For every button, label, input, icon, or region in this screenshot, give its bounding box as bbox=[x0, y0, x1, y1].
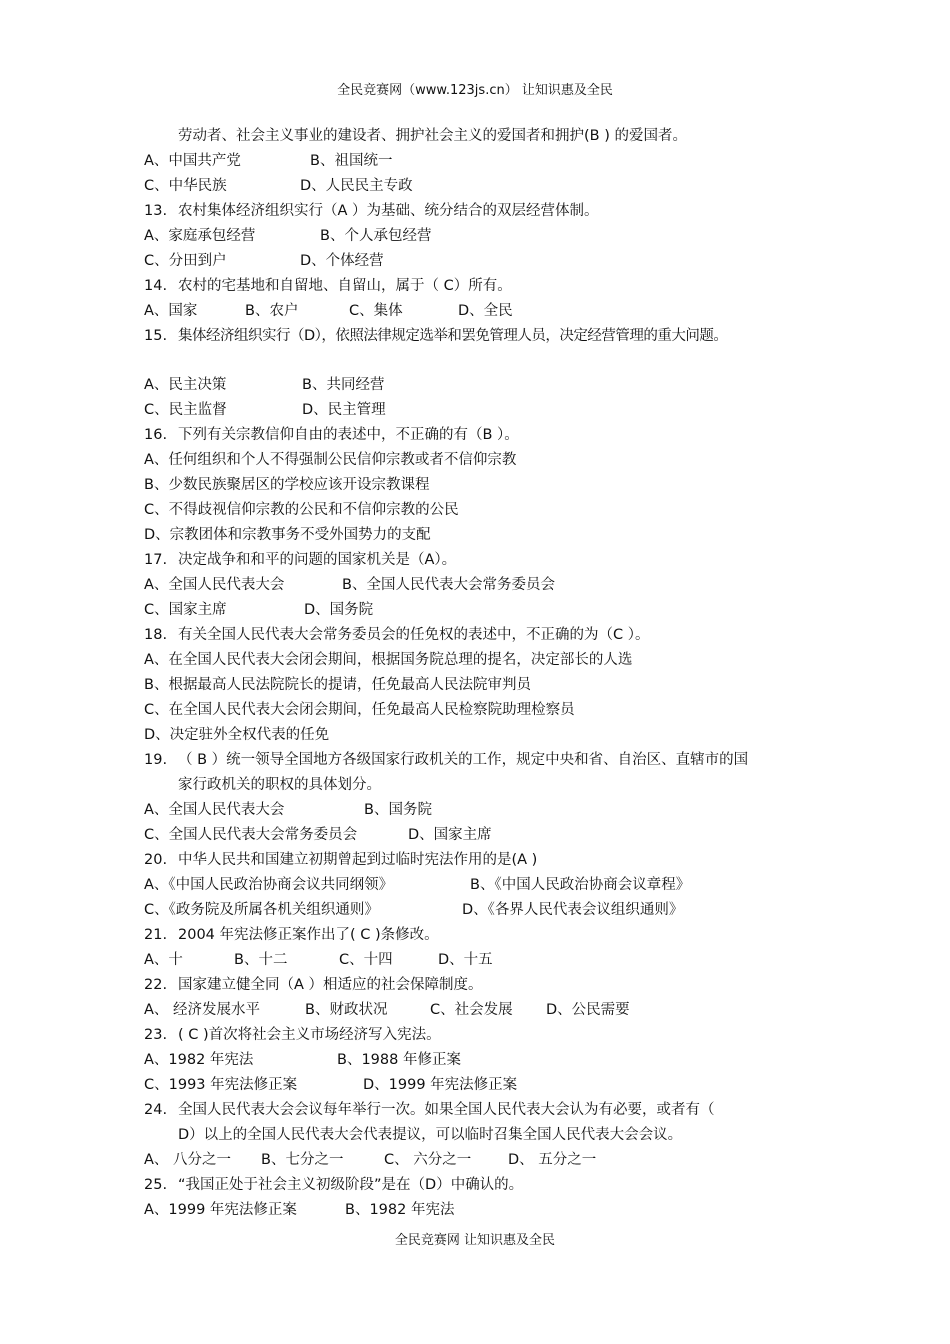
option-c: C、不得歧视信仰宗教的公民和不信仰宗教的公民 bbox=[144, 502, 459, 518]
question-text: 决定战争和和平的问题的国家机关是（A）。 bbox=[178, 552, 457, 568]
question-number: 22. bbox=[144, 977, 168, 993]
option-b: B、祖国统一 bbox=[310, 153, 393, 169]
option-a: A、民主决策 bbox=[144, 377, 227, 393]
option-c: C、《政务院及所属各机关组织通则》 bbox=[144, 902, 379, 918]
option-d: D、民主管理 bbox=[302, 402, 386, 418]
option-d: D、《各界人民代表会议组织通则》 bbox=[462, 902, 684, 918]
question-number: 19. bbox=[144, 752, 168, 768]
option-a: A、国家 bbox=[144, 303, 198, 319]
document-body bbox=[144, 124, 834, 1223]
question-text: 劳动者、社会主义事业的建设者、拥护社会主义的爱国者和拥护(B ) 的爱国者。 bbox=[178, 128, 687, 144]
option-b: B、十二 bbox=[234, 952, 288, 968]
option-c: C、在全国人民代表大会闭会期间，任免最高人民检察院助理检察员 bbox=[144, 702, 575, 718]
question-text: 农村的宅基地和自留地、自留山，属于（ C）所有。 bbox=[178, 278, 512, 294]
option-d: D、宗教团体和宗教事务不受外国势力的支配 bbox=[144, 527, 431, 543]
option-c: C、十四 bbox=[339, 952, 393, 968]
option-d: D、1999 年宪法修正案 bbox=[363, 1077, 518, 1093]
option-d: D、十五 bbox=[438, 952, 493, 968]
option-b: B、农户 bbox=[245, 303, 299, 319]
option-a: A、1982 年宪法 bbox=[144, 1052, 254, 1068]
option-d: D、人民民主专政 bbox=[300, 178, 413, 194]
question-19 bbox=[144, 748, 834, 773]
question-text: 下列有关宗教信仰自由的表述中，不正确的有（B ）。 bbox=[178, 427, 519, 443]
option-row bbox=[144, 898, 834, 923]
option-a: A、中国共产党 bbox=[144, 153, 241, 169]
option-a: A、《中国人民政治协商会议共同纲领》 bbox=[144, 877, 394, 893]
option-b: B、七分之一 bbox=[261, 1152, 344, 1168]
question-number: 23. bbox=[144, 1027, 168, 1043]
option-c: C、社会发展 bbox=[430, 1002, 513, 1018]
option-a: A、全国人民代表大会 bbox=[144, 577, 285, 593]
question-continuation bbox=[144, 773, 834, 798]
question-number: 20. bbox=[144, 852, 168, 868]
option-c: C、分田到户 bbox=[144, 253, 227, 269]
question-number: 18. bbox=[144, 627, 168, 643]
question-number: 24. bbox=[144, 1102, 168, 1118]
option-a: A、在全国人民代表大会闭会期间，根据国务院总理的提名，决定部长的人选 bbox=[144, 652, 633, 668]
option-row bbox=[144, 373, 834, 398]
question-13 bbox=[144, 199, 834, 224]
question-continuation bbox=[144, 124, 834, 149]
option-d: D、公民需要 bbox=[546, 1002, 630, 1018]
question-20 bbox=[144, 848, 834, 873]
option-row bbox=[144, 823, 834, 848]
question-16 bbox=[144, 423, 834, 448]
option-b: B、1988 年修正案 bbox=[337, 1052, 461, 1068]
option-a: A、全国人民代表大会 bbox=[144, 802, 285, 818]
question-number: 17. bbox=[144, 552, 168, 568]
option-d: D、个体经营 bbox=[300, 253, 384, 269]
option-d: D、全民 bbox=[458, 303, 513, 319]
option-row bbox=[144, 174, 834, 199]
option-row bbox=[144, 1048, 834, 1073]
question-18 bbox=[144, 623, 834, 648]
question-text: 中华人民共和国建立初期曾起到过临时宪法作用的是(A ) bbox=[178, 852, 538, 868]
question-25 bbox=[144, 1173, 834, 1198]
option-b: B、全国人民代表大会常务委员会 bbox=[342, 577, 555, 593]
question-22 bbox=[144, 973, 834, 998]
question-text: D）以上的全国人民代表大会代表提议，可以临时召集全国人民代表大会会议。 bbox=[178, 1127, 683, 1143]
question-number: 13. bbox=[144, 203, 168, 219]
option-d: D、 五分之一 bbox=[508, 1152, 597, 1168]
question-17 bbox=[144, 548, 834, 573]
question-number: 15. bbox=[144, 328, 168, 344]
option-c: C、中华民族 bbox=[144, 178, 227, 194]
question-text: 农村集体经济组织实行（A ）为基础、统分结合的双层经营体制。 bbox=[178, 203, 599, 219]
option-c: C、全国人民代表大会常务委员会 bbox=[144, 827, 358, 843]
option-row bbox=[144, 573, 834, 598]
question-14 bbox=[144, 274, 834, 299]
option-c: C、 六分之一 bbox=[384, 1152, 472, 1168]
option-b: B、共同经营 bbox=[302, 377, 385, 393]
option-b: B、《中国人民政治协商会议章程》 bbox=[470, 877, 691, 893]
option-c: C、集体 bbox=[349, 303, 403, 319]
option-row bbox=[144, 1073, 834, 1098]
question-15 bbox=[144, 324, 834, 373]
option-c: C、1993 年宪法修正案 bbox=[144, 1077, 298, 1093]
option-c: C、民主监督 bbox=[144, 402, 227, 418]
option-row bbox=[144, 998, 834, 1023]
question-text: 全国人民代表大会会议每年举行一次。如果全国人民代表大会认为有必要，或者有（ bbox=[178, 1102, 715, 1118]
option-b: B、个人承包经营 bbox=[320, 228, 432, 244]
question-number: 16. bbox=[144, 427, 168, 443]
question-24 bbox=[144, 1098, 834, 1123]
option-c: C、国家主席 bbox=[144, 602, 227, 618]
option-b: B、根据最高人民法院院长的提请，任免最高人民法院审判员 bbox=[144, 677, 531, 693]
option-row bbox=[144, 873, 834, 898]
question-text: 有关全国人民代表大会常务委员会的任免权的表述中，不正确的为（C ）。 bbox=[178, 627, 650, 643]
question-text: ( C )首次将社会主义市场经济写入宪法。 bbox=[178, 1027, 441, 1043]
option-a: A、 经济发展水平 bbox=[144, 1002, 261, 1018]
option-d: D、决定驻外全权代表的任免 bbox=[144, 727, 330, 743]
page-header: 全民竞赛网（www.123js.cn） 让知识惠及全民 bbox=[337, 83, 613, 98]
option-a: A、 八分之一 bbox=[144, 1152, 232, 1168]
option-d: D、国家主席 bbox=[408, 827, 492, 843]
option-d: D、国务院 bbox=[304, 602, 374, 618]
option-row bbox=[144, 1198, 834, 1223]
question-number: 21. bbox=[144, 927, 168, 943]
option-b: B、国务院 bbox=[364, 802, 432, 818]
option-row bbox=[144, 224, 834, 249]
question-text: （ B ）统一领导全国地方各级国家行政机关的工作，规定中央和省、自治区、直辖市的国 bbox=[178, 752, 749, 768]
option-a: A、1999 年宪法修正案 bbox=[144, 1202, 297, 1218]
option-row bbox=[144, 1148, 834, 1173]
question-number: 25. bbox=[144, 1177, 168, 1193]
option-row bbox=[144, 249, 834, 274]
question-23 bbox=[144, 1023, 834, 1048]
option-a: A、家庭承包经营 bbox=[144, 228, 256, 244]
option-row bbox=[144, 598, 834, 623]
page-footer: 全民竞赛网 让知识惠及全民 bbox=[394, 1233, 556, 1248]
option-row bbox=[144, 948, 834, 973]
question-text: 2004 年宪法修正案作出了( C )条修改。 bbox=[178, 927, 439, 943]
option-b: B、财政状况 bbox=[305, 1002, 388, 1018]
question-text: 家行政机关的职权的具体划分。 bbox=[178, 777, 381, 793]
option-row bbox=[144, 398, 834, 423]
question-continuation bbox=[144, 1123, 834, 1148]
option-a: A、十 bbox=[144, 952, 183, 968]
option-b: B、少数民族聚居区的学校应该开设宗教课程 bbox=[144, 477, 430, 493]
question-text: 国家建立健全同（A ）相适应的社会保障制度。 bbox=[178, 977, 483, 993]
option-row bbox=[144, 299, 834, 324]
option-row bbox=[144, 149, 834, 174]
option-b: B、1982 年宪法 bbox=[345, 1202, 455, 1218]
option-row bbox=[144, 798, 834, 823]
question-text: 集体经济组织实行（D），依照法律规定选举和罢免管理人员，决定经营管理的重大问题。 bbox=[178, 328, 728, 344]
question-21 bbox=[144, 923, 834, 948]
question-number: 14. bbox=[144, 278, 168, 294]
option-a: A、任何组织和个人不得强制公民信仰宗教或者不信仰宗教 bbox=[144, 452, 517, 468]
question-text: “我国正处于社会主义初级阶段”是在（D）中确认的。 bbox=[178, 1177, 524, 1193]
